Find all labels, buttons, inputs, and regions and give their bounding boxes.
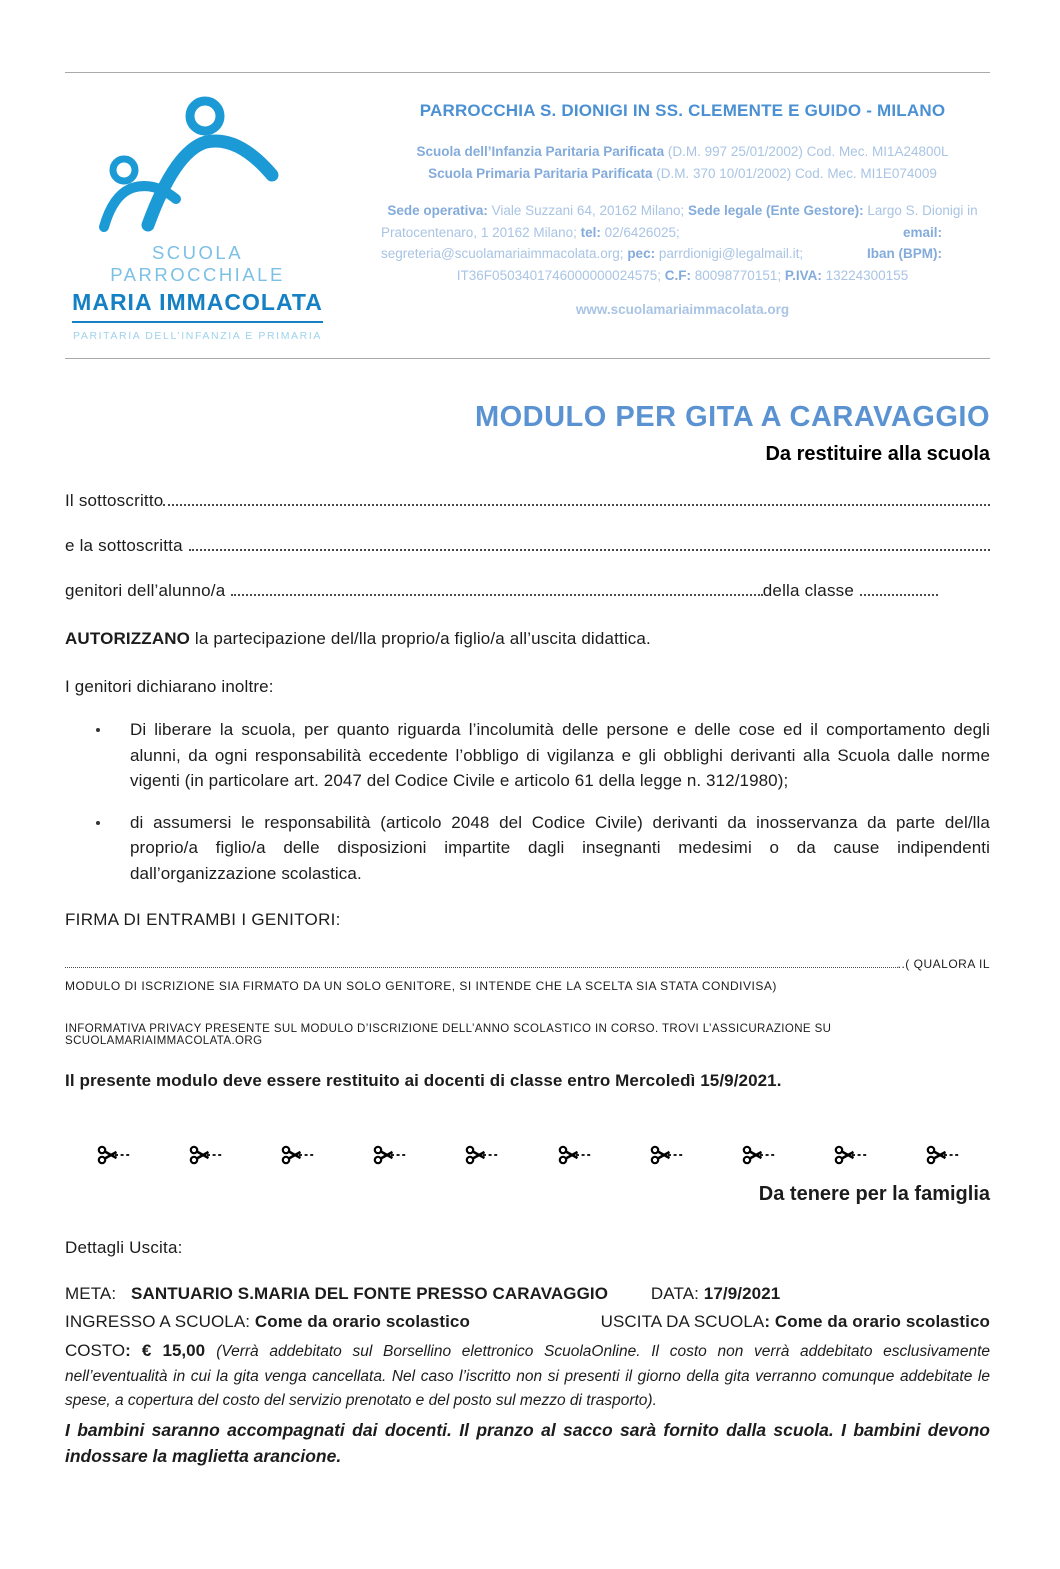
logo-text-line2: MARIA IMMACOLATA	[72, 289, 323, 323]
cut-divider	[65, 1143, 990, 1167]
field-student-label: genitori dell’alunno/a	[65, 581, 226, 600]
contact-block	[375, 200, 990, 286]
address-line-2: Pratocentenaro, 1 20162 Milano; tel: 02/6426025; email:	[381, 224, 942, 240]
school-logo	[65, 91, 330, 342]
scissors-icon	[465, 1143, 501, 1167]
field-mother-label: e la sottoscritta	[65, 536, 183, 555]
scissors-icon	[558, 1143, 594, 1167]
field-class-label: della classe	[762, 581, 854, 600]
address-line-4: IT36F0503401746000000024575; C.F: 80098770151; P.IVA: 13224300155	[456, 267, 909, 283]
signature-blank	[65, 958, 898, 968]
privacy-note: INFORMATIVA PRIVACY PRESENTE SUL MODULO D’ISCRIZIONE DELL’ANNO SCOLASTICO IN CORSO. TROVI L’ASSICURAZIONE SU SCUOLAMARIAIMMACOLATA.ORG	[65, 1023, 832, 1048]
logo-figures-icon	[80, 220, 315, 237]
exit-value: : Come da orario scolastico	[764, 1312, 990, 1332]
cost-paragraph	[65, 1339, 990, 1413]
scissors-icon	[281, 1143, 317, 1167]
list-item: Di liberare la scuola, per quanto riguarda l’incolumità delle persone e delle cose ed il comportamento degli alunni, da ogni responsabilità eccedente l’obbligo di vigilanza e gli obblighi derivanti alla Scuola dalle norme vigenti (in particolare art. 2047 del Codice Civile e articolo 61 della legge n. 312/1980);	[65, 717, 990, 794]
parish-title: PARROCCHIA S. DIONIGI IN SS. CLEMENTE E GUIDO - MILANO	[419, 101, 946, 120]
bullet-icon	[96, 728, 100, 732]
entry-label: INGRESSO A SCUOLA:	[65, 1312, 255, 1332]
deadline-statement: Il presente modulo deve essere restituito ai docenti di classe entro Mercoledì 15/9/2021.	[65, 1071, 782, 1091]
meta-value: SANTUARIO S.MARIA DEL FONTE PRESSO CARAVAGGIO	[131, 1284, 609, 1304]
field-father-label: Il sottoscritto	[65, 491, 164, 510]
school-line-primaria: Scuola Primaria Paritaria Parificata (D.M. 370 10/01/2002) Cod. Mec. MI1E074009	[428, 165, 937, 181]
exit-label: USCITA DA SCUOLA	[600, 1312, 765, 1332]
scissors-icon	[742, 1143, 778, 1167]
scissors-icon	[834, 1143, 870, 1167]
bullet-icon	[96, 821, 100, 825]
entry-value: Come da orario scolastico	[254, 1312, 470, 1332]
class-blank	[860, 582, 938, 596]
signature-heading: FIRMA DI ENTRAMBI I GENITORI:	[65, 910, 341, 929]
document-page	[0, 72, 1060, 1569]
signature-area	[65, 954, 990, 997]
authorization-statement: AUTORIZZANO la partecipazione del/lla proprio/a figlio/a all’uscita didattica.	[65, 629, 651, 648]
cost-value: : € 15,00	[125, 1341, 217, 1361]
address-line-3: segreteria@scuolamariaimmacolata.org; pec: parrdionigi@legalmail.it; Iban (BPM):	[381, 246, 942, 262]
scissors-icon	[189, 1143, 225, 1167]
signature-note-end: MODULO DI ISCRIZIONE SIA FIRMATO DA UN SOLO GENITORE, SI INTENDE CHE LA SCELTA SIA STATA CONDIVISA)	[65, 978, 777, 993]
logo-text-line3: PARITARIA DELL’INFANZIA E PRIMARIA	[73, 330, 322, 342]
scissors-icon	[97, 1143, 133, 1167]
details-heading: Dettagli Uscita:	[65, 1238, 183, 1258]
logo-text-line1: SCUOLA PARROCCHIALE	[110, 242, 285, 285]
final-instructions: I bambini saranno accompagnati dai docenti. Il pranzo al sacco sarà fornito dalla scuola. I bambini devono indossare la maglietta arancione.	[65, 1420, 990, 1467]
scissors-icon	[926, 1143, 962, 1167]
signature-note-start: ..( QUALORA IL	[897, 957, 990, 971]
field-father-name	[65, 491, 990, 511]
form-subtitle: Da restituire alla scuola	[765, 443, 990, 465]
declaration-list	[65, 717, 990, 886]
mother-name-blank	[189, 537, 990, 551]
website-url: www.scuolamariaimmacolata.org	[575, 301, 790, 317]
keep-for-family-title: Da tenere per la famiglia	[758, 1183, 990, 1206]
student-name-blank	[231, 582, 762, 596]
school-line-infanzia: Scuola dell’Infanzia Paritaria Parificata (D.M. 997 25/01/2002) Cod. Mec. MI1A24800L	[416, 144, 949, 159]
meta-label: META:	[65, 1284, 117, 1304]
signature-line	[65, 954, 990, 976]
letterhead	[65, 73, 990, 358]
father-name-blank	[163, 492, 990, 506]
letterhead-info	[330, 91, 990, 317]
scissors-icon	[650, 1143, 686, 1167]
declaration-intro: I genitori dichiarano inoltre:	[65, 677, 274, 696]
scissors-icon	[373, 1143, 409, 1167]
cost-label: COSTO	[65, 1341, 126, 1361]
date-label: DATA:	[650, 1284, 699, 1304]
school-accreditations	[375, 141, 990, 184]
destination-line	[65, 1284, 990, 1304]
field-mother-name	[65, 536, 990, 556]
cost-note: (Verrà addebitato sul Borsellino elettronico ScuolaOnline. Il costo non verrà addebitato esclusivamente nell’eventualità in cui la gita venga cancellata. Nel caso l’iscritto non si presenti il giorno della gita verranno comunque addebitate le spese, a copertura del costo del servizio prenotato e del posto sul mezzo di trasporto).	[65, 1343, 990, 1410]
form-title: MODULO PER GITA A CARAVAGGIO	[474, 401, 990, 433]
schedule-line	[65, 1312, 990, 1332]
date-value: 17/9/2021	[703, 1284, 781, 1304]
list-item: di assumersi le responsabilità (articolo 2048 del Codice Civile) derivanti da inosservanza da parte del/lla proprio/a figlio/a delle disposizioni impartite dagli insegnanti medesimi o da cause indipendenti dall’organizzazione scolastica.	[65, 810, 990, 887]
field-student	[65, 581, 990, 601]
address-line-1: Sede operativa: Viale Suzzani 64, 20162 Milano; Sede legale (Ente Gestore): Largo S. Dionigi in	[387, 203, 978, 219]
header-divider	[65, 358, 990, 359]
